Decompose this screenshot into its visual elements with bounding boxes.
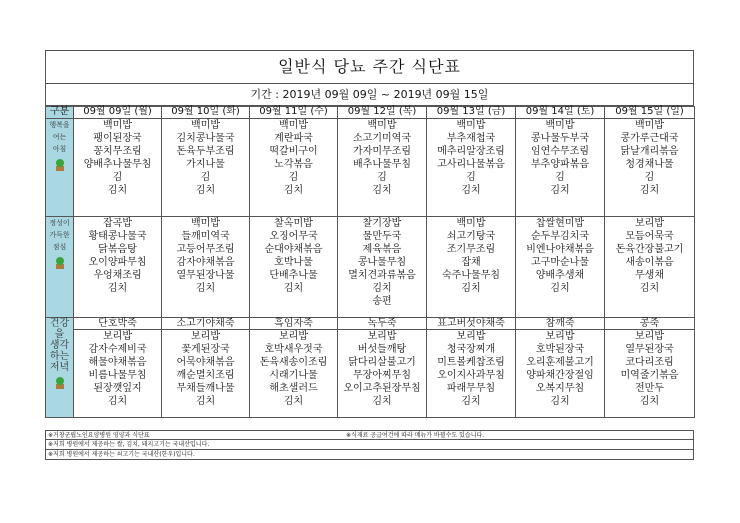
menu-item: 계란파국 [274, 133, 313, 144]
menu-item: 파래무무침 [446, 383, 496, 394]
menu-item: 무생채 [635, 270, 664, 281]
menu-item: 해초샐러드 [269, 383, 318, 394]
menu-item: 김치 [195, 185, 216, 196]
day-header: 09월 13일 (금) [427, 107, 516, 119]
footnote-text: ※저희 병원에서 제공하는 쌀, 김치, 돼지고기는 국내산입니다. [48, 441, 210, 448]
menu-item: 소고기미역국 [353, 133, 411, 144]
menu-cell [250, 119, 338, 217]
menu-cell [338, 330, 427, 418]
menu-item: 된장깻잎지 [93, 383, 142, 394]
menu-item: 김치 [283, 283, 304, 294]
menu-item: 백미밥 [545, 120, 575, 131]
menu-item: 버섯들깨탕 [357, 344, 407, 355]
menu-item: 보리밥 [635, 218, 664, 229]
menu-cell [605, 330, 695, 418]
porridge-cell: 표고버섯야채죽 [427, 318, 516, 330]
footnote-row [45, 430, 694, 440]
menu-item: 양배추나물무침 [83, 159, 152, 170]
menu-item: 김 [644, 172, 655, 183]
menu-item: 돈육새송이조림 [259, 357, 328, 368]
porridge-cell: 소고기야채죽 [162, 318, 250, 330]
porridge-cell: 콩죽 [605, 318, 695, 330]
menu-item: 돈육두부조림 [176, 146, 235, 157]
menu-item: 감자야채볶음 [176, 257, 235, 268]
menu-cell [162, 119, 250, 217]
menu-item: 모듬어묵국 [625, 231, 674, 242]
menu-item: 김치 [283, 185, 304, 196]
menu-item: 해물야채볶음 [88, 357, 147, 368]
menu-item: 보리밥 [191, 331, 220, 342]
menu-item: 순두부김치국 [531, 231, 589, 242]
menu-item: 오이양파무침 [88, 257, 147, 268]
menu-item: 비름나물무침 [88, 370, 147, 381]
menu-cell [338, 119, 427, 217]
day-header: 09월 15일 (일) [605, 107, 695, 119]
page-title: 일반식 당뇨 주간 식단표 [45, 50, 694, 84]
menu-item: 미트볼케찹조림 [437, 357, 505, 368]
menu-item: 김 [200, 172, 211, 183]
menu-cell [516, 119, 605, 217]
meal-label-line: 정성이 [49, 219, 70, 227]
menu-item: 고사리나물볶음 [437, 159, 505, 170]
day-header: 09월 12일 (목) [338, 107, 427, 119]
menu-cell [427, 119, 516, 217]
menu-item: 닭볶음탕 [98, 244, 137, 255]
menu-item: 부추재첩국 [446, 133, 496, 144]
menu-cell [516, 217, 605, 318]
footnote-text: ※저희 병원에서 제공하는 쇠고기는 국내산(한우)입니다. [48, 451, 195, 458]
menu-item: 조기무조림 [446, 244, 496, 255]
menu-item: 열무된장국 [625, 344, 674, 355]
menu-item: 김치 [372, 185, 392, 196]
menu-item: 백미밥 [191, 218, 220, 229]
menu-item: 보리밥 [545, 331, 575, 342]
menu-item: 호박나물 [274, 257, 313, 268]
menu-item: 오징어무국 [269, 231, 318, 242]
footnote-text: ※식재료 공급여건에 따라 메뉴가 바뀔수도 있습니다. [346, 432, 485, 439]
day-header: 09월 14일 (토) [516, 107, 605, 119]
menu-cell [427, 330, 516, 418]
menu-item: 임연수무조림 [531, 146, 589, 157]
menu-item: 호박된장국 [535, 344, 585, 355]
menu-item: 김치 [639, 283, 660, 294]
menu-item: 찰옥미밥 [274, 218, 313, 229]
menu-item: 가지나물 [186, 159, 225, 170]
menu-item: 김치 [550, 396, 570, 407]
menu-item: 김치 [461, 396, 481, 407]
breakfast-row [46, 119, 695, 217]
footnotes [45, 430, 694, 460]
header-row [46, 107, 695, 119]
menu-item: 김치 [372, 396, 392, 407]
menu-item: 꽁치무조림 [93, 146, 142, 157]
porridge-cell: 단호박죽 [74, 318, 162, 330]
menu-item: 열무된장나물 [176, 270, 235, 281]
menu-item: 오이고추된장무침 [343, 383, 421, 394]
porridge-cell: 녹두죽 [338, 318, 427, 330]
weekly-menu-table [45, 106, 695, 418]
meal-label-lunch [46, 217, 74, 318]
menu-item: 김 [555, 172, 565, 183]
menu-item: 잡곡밥 [103, 218, 132, 229]
menu-cell [74, 119, 162, 217]
menu-item: 보리밥 [456, 331, 486, 342]
menu-item: 닭날개리볶음 [620, 146, 679, 157]
menu-item: 찹쌀현미밥 [535, 218, 585, 229]
menu-item: 감자수제비국 [88, 344, 147, 355]
menu-item: 전만두 [635, 383, 664, 394]
menu-item: 황태콩나물국 [88, 231, 147, 242]
menu-item: 숙주나물무침 [442, 270, 500, 281]
menu-item: 김치콩나물국 [176, 133, 235, 144]
menu-item: 시래기나물 [269, 370, 318, 381]
menu-item: 김 [288, 172, 299, 183]
meal-label-line: 행복을 [49, 121, 70, 129]
menu-item: 제육볶음 [362, 244, 402, 255]
menu-item: 김치 [195, 283, 216, 294]
menu-item: 보리밥 [103, 331, 132, 342]
menu-item: 콩가루근대국 [620, 133, 679, 144]
menu-item: 김치 [461, 283, 481, 294]
menu-item: 양파채간장절임 [526, 370, 594, 381]
menu-item: 백미밥 [191, 120, 220, 131]
menu-item: 코다리조림 [625, 357, 674, 368]
menu-cell [162, 217, 250, 318]
meal-label-line: 생각하는 [49, 340, 70, 362]
menu-item: 김치 [283, 396, 304, 407]
menu-item: 우엉채조림 [93, 270, 142, 281]
meal-label-line: 건강을 [49, 318, 70, 340]
menu-item: 김치 [195, 396, 216, 407]
dinner-row [46, 330, 695, 418]
menu-item: 무장아찌무침 [353, 370, 411, 381]
menu-item: 청국장찌개 [446, 344, 496, 355]
day-header: 09월 10일 (화) [162, 107, 250, 119]
menu-item: 김치 [372, 283, 392, 294]
menu-item: 백미밥 [456, 218, 486, 229]
menu-item: 어묵야채볶음 [176, 357, 235, 368]
meal-label-line: 저녁 [49, 362, 70, 373]
meal-label-line: 아침 [52, 145, 67, 153]
menu-item: 보리밥 [635, 331, 664, 342]
menu-item: 부추양파볶음 [531, 159, 589, 170]
menu-item: 떡갈비구이 [269, 146, 318, 157]
menu-item: 보리밥 [367, 331, 397, 342]
meal-label-line: 가득한 [49, 231, 70, 239]
menu-item: 김 [112, 172, 123, 183]
menu-item: 돈육간장불고기 [615, 244, 684, 255]
menu-item: 배추나물무침 [353, 159, 411, 170]
menu-item: 김 [466, 172, 476, 183]
menu-cell [338, 217, 427, 318]
footnote-row [45, 440, 694, 450]
menu-item: 콩나물두부국 [531, 133, 589, 144]
menu-item: 김치 [639, 185, 660, 196]
menu-item: 미역줄기볶음 [620, 370, 679, 381]
menu-item: 닭다리살불고기 [348, 357, 416, 368]
menu-item: 단배추나물 [269, 270, 318, 281]
menu-item: 콩나물무침 [357, 257, 407, 268]
menu-item: 김치 [107, 185, 128, 196]
menu-item: 양배추생채 [535, 270, 585, 281]
plant-pot-icon [53, 255, 67, 269]
menu-cell [74, 217, 162, 318]
menu-item: 김치 [107, 283, 128, 294]
menu-item: 메추리알장조림 [437, 146, 505, 157]
menu-item: 김치 [550, 283, 570, 294]
menu-cell [250, 330, 338, 418]
menu-item: 오리훈제불고기 [526, 357, 594, 368]
porridge-cell: 참깨죽 [516, 318, 605, 330]
porridge-cell: 흑임자죽 [250, 318, 338, 330]
meal-label-line: 점심 [52, 243, 67, 251]
menu-item: 김 [377, 172, 387, 183]
menu-item: 고등어무조림 [176, 244, 235, 255]
menu-item: 팽이된장국 [93, 133, 142, 144]
meal-label-breakfast [46, 119, 74, 217]
menu-item: 무채들깨나물 [176, 383, 235, 394]
menu-item: 김치 [639, 396, 660, 407]
menu-item: 김치 [550, 185, 570, 196]
menu-item: 새송이볶음 [625, 257, 674, 268]
footnote-text: ※거창군립노인요양병원 영양과 식단표 [48, 432, 150, 439]
menu-item: 찰기장밥 [362, 218, 402, 229]
day-header: 09월 09일 (월) [74, 107, 162, 119]
menu-item: 백미밥 [635, 120, 664, 131]
menu-item: 물만두국 [362, 231, 402, 242]
menu-item: 송편 [372, 296, 392, 307]
plant-pot-icon [53, 375, 67, 389]
menu-cell [427, 217, 516, 318]
menu-item: 호박새우젓국 [264, 344, 323, 355]
menu-item: 청경채나물 [625, 159, 674, 170]
menu-item: 김치 [107, 396, 128, 407]
menu-cell [516, 330, 605, 418]
menu-item: 깨순멸치조림 [176, 370, 235, 381]
menu-item: 순대야채볶음 [264, 244, 323, 255]
menu-cell [162, 330, 250, 418]
menu-item: 김치 [461, 185, 481, 196]
menu-item: 오복지무침 [535, 383, 585, 394]
menu-item: 백미밥 [456, 120, 486, 131]
menu-item: 멸치견과류볶음 [348, 270, 416, 281]
day-header: 09월 11일 (수) [250, 107, 338, 119]
period-text: 기간 : 2019년 09월 09일 ~ 2019년 09월 15일 [45, 84, 694, 106]
header-label: 구분 [46, 107, 74, 119]
porridge-row [46, 318, 695, 330]
menu-item: 백미밥 [279, 120, 308, 131]
menu-item: 보리밥 [279, 331, 308, 342]
menu-item: 들깨미역국 [181, 231, 230, 242]
menu-item: 노각볶음 [274, 159, 313, 170]
meal-label-line: 여는 [52, 133, 67, 141]
menu-item: 꽃게된장국 [181, 344, 230, 355]
meal-label-dinner [46, 318, 74, 418]
footnote-row [45, 450, 694, 460]
menu-item: 백미밥 [367, 120, 397, 131]
menu-cell [74, 330, 162, 418]
menu-item: 가자미무조림 [353, 146, 411, 157]
menu-cell [605, 217, 695, 318]
menu-item: 고구마순나물 [531, 257, 589, 268]
menu-item: 쇠고기탕국 [446, 231, 496, 242]
lunch-row [46, 217, 695, 318]
plant-pot-icon [53, 157, 67, 171]
menu-item: 잡채 [461, 257, 481, 268]
menu-item: 오이지사과무침 [437, 370, 505, 381]
menu-item: 백미밥 [103, 120, 132, 131]
menu-cell [605, 119, 695, 217]
menu-item: 비엔나야채볶음 [526, 244, 594, 255]
menu-cell [250, 217, 338, 318]
